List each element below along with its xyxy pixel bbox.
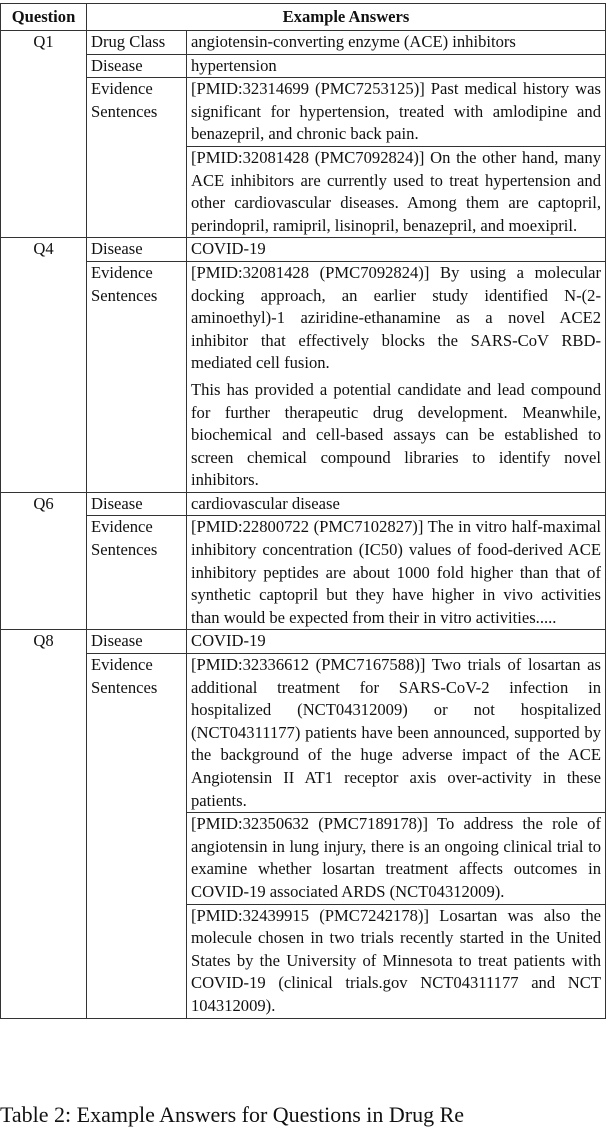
evidence-sentence: [PMID:32336612 (PMC7167588)] Two trials of losartan as additional treatment for SARS-CoV-2 infection in hospitalized (NCT04312009) or not hospitalized (NCT04311177) patients have been announced, supported by the background of the huge adverse impact of the ACE Angiotensin II AT1 receptor axis over-activity in these patients. [187, 654, 606, 813]
evidence-sentence: [PMID:22800722 (PMC7102827)] The in vitro half-maximal inhibitory concentration (IC50) values of food-derived ACE inhibitory peptides are about 1000 fold higher than that of synthetic captopril but they have higher in vivo activities than would be expected from their in vitro activities..... [187, 516, 606, 630]
header-question: Question [1, 4, 87, 31]
example-answers-table [0, 3, 606, 1019]
question-q6: Q6 [1, 492, 87, 630]
question-q8: Q8 [1, 630, 87, 1018]
header-example-answers: Example Answers [87, 4, 606, 31]
answer-drug-class: angiotensin-converting enzyme (ACE) inhibitors [187, 31, 606, 55]
field-label: Disease [87, 54, 187, 78]
field-label: Disease [87, 630, 187, 654]
table-row [1, 238, 606, 262]
field-label: Evidence Sentences [87, 516, 187, 630]
question-q4: Q4 [1, 238, 87, 493]
table-header-row [1, 4, 606, 31]
field-label: Disease [87, 492, 187, 516]
table-row [1, 54, 606, 78]
field-label: Evidence Sentences [87, 78, 187, 238]
field-label: Evidence Sentences [87, 261, 187, 492]
answer-disease: COVID-19 [187, 630, 606, 654]
evidence-sentence: [PMID:32081428 (PMC7092824)] By using a molecular docking approach, an earlier study identified N-(2-aminoethyl)-1 aziridine-ethanamine as a novel ACE2 inhibitor that effectively blocks the SARS-CoV RBD-mediated cell fusion. [191, 262, 601, 373]
table-caption: Table 2: Example Answers for Questions in Drug Re [0, 1102, 465, 1127]
question-q1: Q1 [1, 31, 87, 238]
field-label: Drug Class [87, 31, 187, 55]
table-row [1, 630, 606, 654]
field-label: Evidence Sentences [87, 654, 187, 1019]
table-row [1, 78, 606, 147]
evidence-sentence: This has provided a potential candidate and lead compound for further therapeutic drug development. Meanwhile, biochemical and cell-based assays can be established to screen chemical compound libraries to identify novel inhibitors. [191, 379, 601, 490]
table-row [1, 31, 606, 55]
answer-disease: COVID-19 [187, 238, 606, 262]
table-row [1, 492, 606, 516]
evidence-cell [187, 261, 606, 492]
table-row [1, 516, 606, 630]
evidence-sentence: [PMID:32081428 (PMC7092824)] On the other hand, many ACE inhibitors are currently used to treat hypertension and other cardiovascular diseases. Among them are captopril, perindopril, ramipril, lisinopril, benazepril, and moexipril. [187, 146, 606, 237]
table-row [1, 654, 606, 813]
evidence-sentence: [PMID:32439915 (PMC7242178)] Losartan was also the molecule chosen in two trials recently started in the United States by the University of Minnesota to treat patients with COVID-19 (clinical trials.gov NCT04311177 and NCT 104312009). [187, 904, 606, 1018]
field-label: Disease [87, 238, 187, 262]
evidence-sentence: [PMID:32314699 (PMC7253125)] Past medical history was significant for hypertension, treated with amlodipine and benazepril, and chronic back pain. [187, 78, 606, 147]
table-row [1, 261, 606, 492]
answer-disease: hypertension [187, 54, 606, 78]
evidence-sentence: [PMID:32350632 (PMC7189178)] To address the role of angiotensin in lung injury, there is an ongoing clinical trial to examine whether losartan treatment affects outcomes in COVID-19 associated ARDS (NCT04312009). [187, 813, 606, 904]
answer-disease: cardiovascular disease [187, 492, 606, 516]
